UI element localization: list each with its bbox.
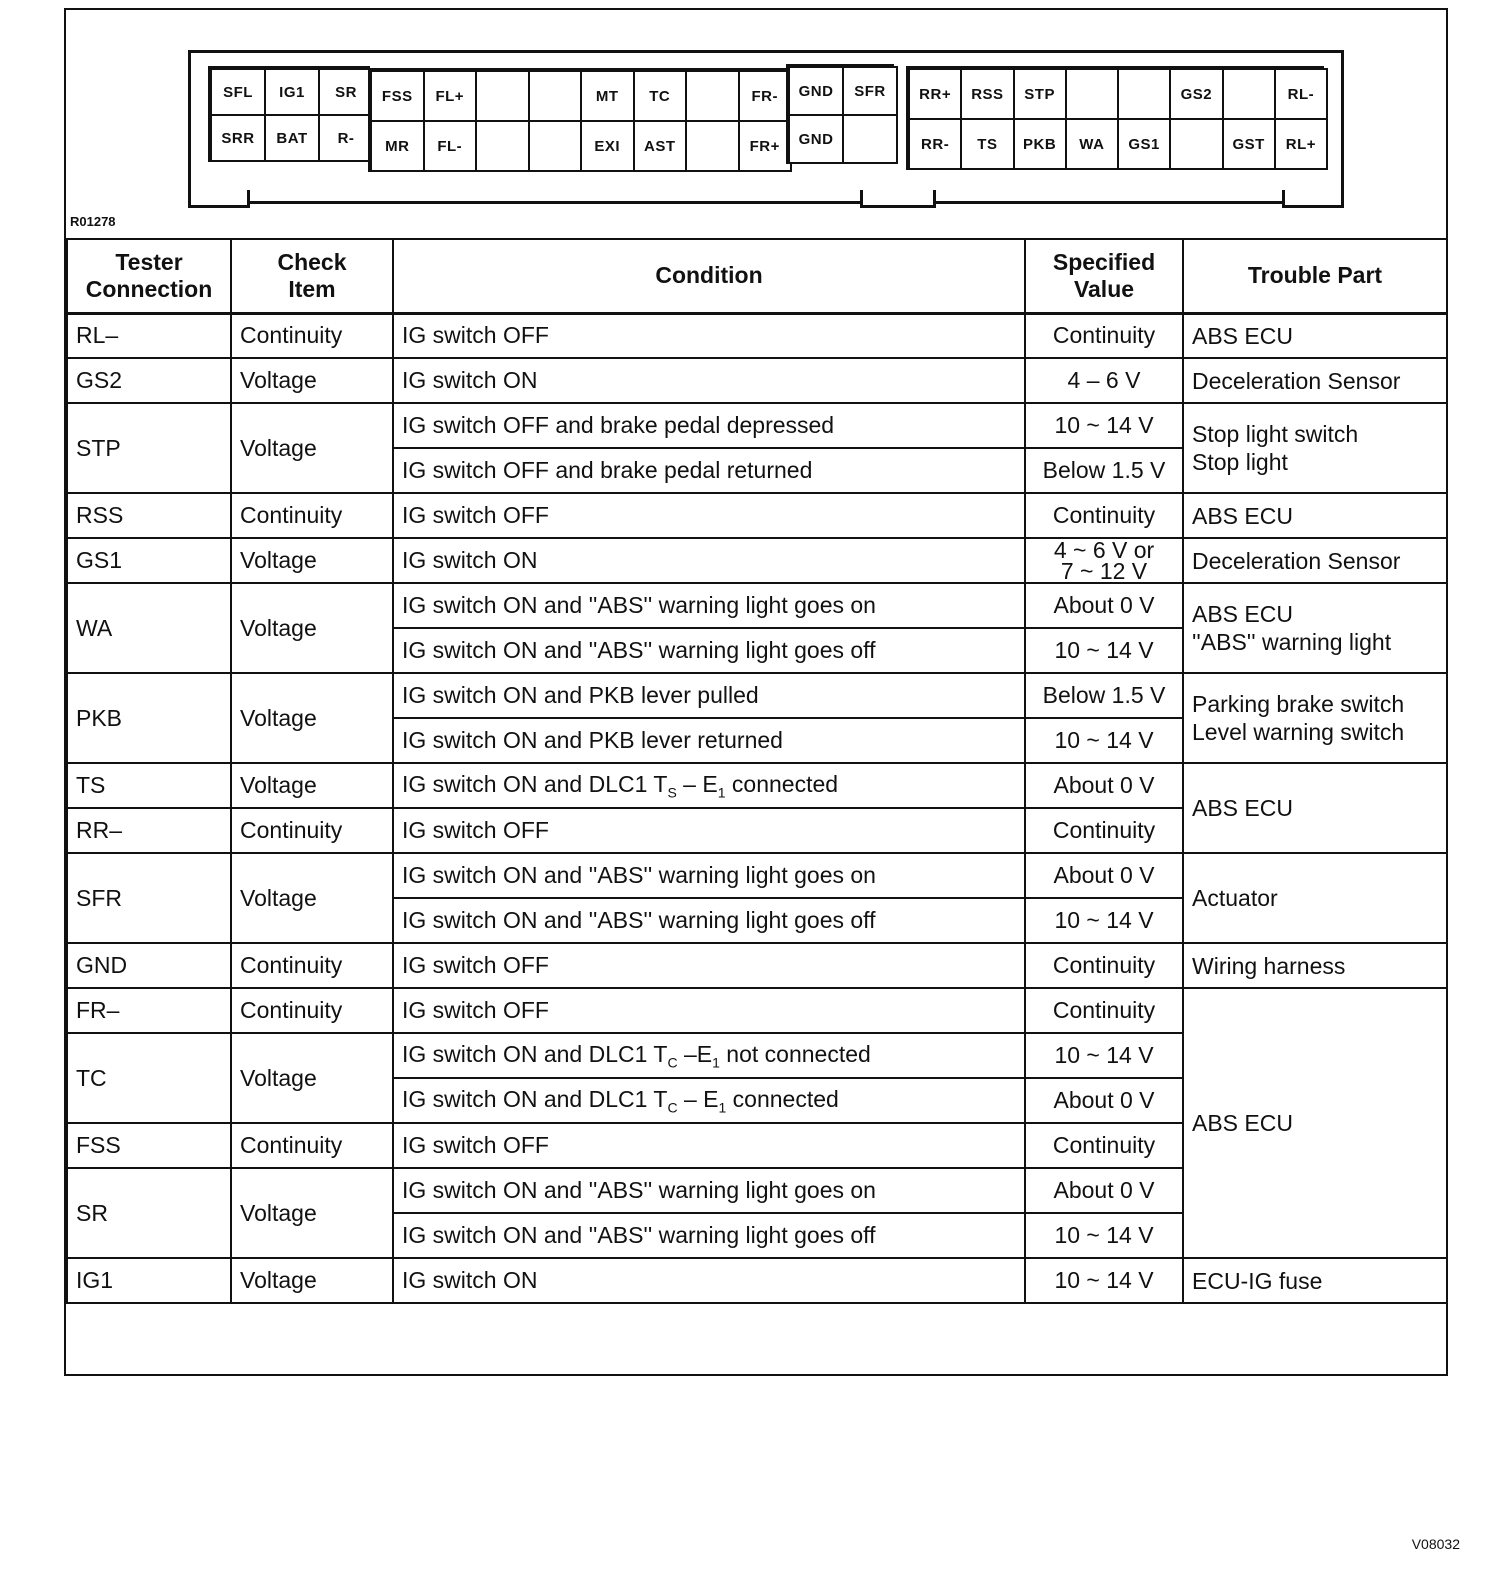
pin: FR- bbox=[738, 70, 793, 122]
pin: WA bbox=[1065, 118, 1119, 170]
check-item-cell: Voltage bbox=[231, 538, 393, 583]
value-cell: Continuity bbox=[1025, 808, 1183, 853]
value-cell: Continuity bbox=[1025, 943, 1183, 988]
pin: STP bbox=[1013, 68, 1067, 120]
check-item-cell: Voltage bbox=[231, 403, 393, 493]
pin: PKB bbox=[1013, 118, 1067, 170]
check-item-cell: Voltage bbox=[231, 853, 393, 943]
value-cell: Below 1.5 V bbox=[1025, 673, 1183, 718]
trouble-cell: ABS ECU ''ABS'' warning light bbox=[1183, 583, 1447, 673]
value-cell: 4 ~ 6 V or 7 ~ 12 V bbox=[1025, 538, 1183, 583]
pin: TC bbox=[633, 70, 688, 122]
value-cell: About 0 V bbox=[1025, 853, 1183, 898]
pin bbox=[842, 114, 898, 164]
value-cell: Continuity bbox=[1025, 988, 1183, 1033]
table-row bbox=[67, 1258, 1447, 1303]
pin bbox=[528, 70, 583, 122]
pin bbox=[1117, 68, 1171, 120]
terminal-cell: FR– bbox=[67, 988, 231, 1033]
pin: FL- bbox=[423, 120, 478, 172]
inspection-table bbox=[66, 238, 1448, 1304]
check-item-cell: Voltage bbox=[231, 358, 393, 403]
value-cell: Continuity bbox=[1025, 1123, 1183, 1168]
pin: BAT bbox=[264, 114, 320, 162]
condition-cell: IG switch ON and ''ABS'' warning light goes off bbox=[393, 628, 1025, 673]
pin: GND bbox=[788, 66, 844, 116]
trouble-cell: ABS ECU bbox=[1183, 313, 1447, 358]
pin: RR- bbox=[908, 118, 962, 170]
check-item-cell: Voltage bbox=[231, 763, 393, 808]
trouble-cell: Wiring harness bbox=[1183, 943, 1447, 988]
trouble-cell: Deceleration Sensor bbox=[1183, 358, 1447, 403]
pin bbox=[1222, 68, 1276, 120]
value-cell: 10 ~ 14 V bbox=[1025, 898, 1183, 943]
trouble-cell: ABS ECU bbox=[1183, 988, 1447, 1258]
condition-cell: IG switch OFF bbox=[393, 988, 1025, 1033]
terminal-cell: IG1 bbox=[67, 1258, 231, 1303]
pin: AST bbox=[633, 120, 688, 172]
condition-cell: IG switch OFF bbox=[393, 1123, 1025, 1168]
table-row bbox=[67, 493, 1447, 538]
check-item-cell: Voltage bbox=[231, 1258, 393, 1303]
check-item-cell: Continuity bbox=[231, 943, 393, 988]
pin bbox=[528, 120, 583, 172]
condition-cell: IG switch ON and DLC1 $T_C$ $-E_1$ not connected bbox=[393, 1033, 1025, 1078]
terminal-cell: SFR bbox=[67, 853, 231, 943]
trouble-cell: Parking brake switch Level warning switch bbox=[1183, 673, 1447, 763]
terminal-cell: RSS bbox=[67, 493, 231, 538]
condition-cell: IG switch ON and DLC1 $T_S - E_1$ connected bbox=[393, 763, 1025, 808]
value-cell: Below 1.5 V bbox=[1025, 448, 1183, 493]
check-item-cell: Voltage bbox=[231, 673, 393, 763]
connector-latch-center bbox=[860, 190, 936, 208]
pin-group-3 bbox=[786, 64, 894, 164]
value-cell: 10 ~ 14 V bbox=[1025, 718, 1183, 763]
pin: RSS bbox=[960, 68, 1014, 120]
condition-cell: IG switch ON and DLC1 $T_C - E_1$ connected bbox=[393, 1078, 1025, 1123]
trouble-cell: ABS ECU bbox=[1183, 493, 1447, 538]
check-item-cell: Voltage bbox=[231, 583, 393, 673]
pin: SFR bbox=[842, 66, 898, 116]
value-cell: 10 ~ 14 V bbox=[1025, 1213, 1183, 1258]
condition-cell: IG switch OFF bbox=[393, 943, 1025, 988]
pin bbox=[475, 120, 530, 172]
pin: MR bbox=[370, 120, 425, 172]
terminal-cell: SR bbox=[67, 1168, 231, 1258]
connector-latch-left bbox=[188, 190, 250, 208]
figure-code: R01278 bbox=[70, 214, 116, 229]
terminal-cell: RL– bbox=[67, 313, 231, 358]
pin: FL+ bbox=[423, 70, 478, 122]
terminal-cell: STP bbox=[67, 403, 231, 493]
pin: GND bbox=[788, 114, 844, 164]
pin: TS bbox=[960, 118, 1014, 170]
pin: RL+ bbox=[1274, 118, 1328, 170]
trouble-cell: Deceleration Sensor bbox=[1183, 538, 1447, 583]
terminal-cell: GS2 bbox=[67, 358, 231, 403]
header-tester-connection: Tester Connection bbox=[67, 239, 231, 313]
pin: GS1 bbox=[1117, 118, 1171, 170]
table-row bbox=[67, 313, 1447, 358]
terminal-cell: RR– bbox=[67, 808, 231, 853]
value-cell: Continuity bbox=[1025, 313, 1183, 358]
condition-cell: IG switch ON and ''ABS'' warning light goes off bbox=[393, 1213, 1025, 1258]
condition-cell: IG switch OFF and brake pedal depressed bbox=[393, 403, 1025, 448]
pin-group-4 bbox=[906, 66, 1324, 170]
condition-cell: IG switch ON bbox=[393, 1258, 1025, 1303]
condition-cell: IG switch OFF bbox=[393, 493, 1025, 538]
value-cell: 10 ~ 14 V bbox=[1025, 628, 1183, 673]
header-check-item: Check Item bbox=[231, 239, 393, 313]
pin bbox=[685, 70, 740, 122]
value-cell: About 0 V bbox=[1025, 1168, 1183, 1213]
check-item-cell: Voltage bbox=[231, 1168, 393, 1258]
condition-cell: IG switch ON and PKB lever returned bbox=[393, 718, 1025, 763]
terminal-cell: GND bbox=[67, 943, 231, 988]
pin bbox=[475, 70, 530, 122]
table-row bbox=[67, 403, 1447, 448]
pin: GS2 bbox=[1169, 68, 1223, 120]
value-cell: About 0 V bbox=[1025, 763, 1183, 808]
condition-cell: IG switch ON and ''ABS'' warning light goes on bbox=[393, 853, 1025, 898]
trouble-cell: ECU-IG fuse bbox=[1183, 1258, 1447, 1303]
pin bbox=[1169, 118, 1223, 170]
trouble-cell: Stop light switch Stop light bbox=[1183, 403, 1447, 493]
pin: SFL bbox=[210, 68, 266, 116]
value-cell: About 0 V bbox=[1025, 1078, 1183, 1123]
terminal-cell: FSS bbox=[67, 1123, 231, 1168]
terminal-cell: GS1 bbox=[67, 538, 231, 583]
value-cell: 10 ~ 14 V bbox=[1025, 1033, 1183, 1078]
pin-group-1 bbox=[208, 66, 370, 162]
ecu-connector-diagram bbox=[66, 10, 1446, 238]
header-condition: Condition bbox=[393, 239, 1025, 313]
condition-cell: IG switch OFF bbox=[393, 808, 1025, 853]
condition-cell: IG switch ON and ''ABS'' warning light goes off bbox=[393, 898, 1025, 943]
pin: RR+ bbox=[908, 68, 962, 120]
pin: FR+ bbox=[738, 120, 793, 172]
table-row bbox=[67, 538, 1447, 583]
check-item-cell: Continuity bbox=[231, 1123, 393, 1168]
terminal-cell: TS bbox=[67, 763, 231, 808]
pin: SR bbox=[318, 68, 374, 116]
value-cell: Continuity bbox=[1025, 493, 1183, 538]
header-trouble-part: Trouble Part bbox=[1183, 239, 1447, 313]
trouble-cell: Actuator bbox=[1183, 853, 1447, 943]
value-cell: 10 ~ 14 V bbox=[1025, 403, 1183, 448]
table-row bbox=[67, 988, 1447, 1033]
pin: MT bbox=[580, 70, 635, 122]
trouble-cell: ABS ECU bbox=[1183, 763, 1447, 853]
pin: RL- bbox=[1274, 68, 1328, 120]
check-item-cell: Continuity bbox=[231, 808, 393, 853]
value-cell: 10 ~ 14 V bbox=[1025, 1258, 1183, 1303]
pin: IG1 bbox=[264, 68, 320, 116]
pin bbox=[1065, 68, 1119, 120]
value-cell: 4 – 6 V bbox=[1025, 358, 1183, 403]
pin: FSS bbox=[370, 70, 425, 122]
table-row bbox=[67, 673, 1447, 718]
pin: EXI bbox=[580, 120, 635, 172]
figure-frame bbox=[64, 8, 1448, 1376]
pin: SRR bbox=[210, 114, 266, 162]
check-item-cell: Continuity bbox=[231, 493, 393, 538]
terminal-cell: PKB bbox=[67, 673, 231, 763]
table-row bbox=[67, 583, 1447, 628]
pin: R- bbox=[318, 114, 374, 162]
condition-cell: IG switch ON and PKB lever pulled bbox=[393, 673, 1025, 718]
pin: GST bbox=[1222, 118, 1276, 170]
header-specified-value: Specified Value bbox=[1025, 239, 1183, 313]
condition-cell: IG switch ON and ''ABS'' warning light goes on bbox=[393, 583, 1025, 628]
page-code: V08032 bbox=[1411, 1536, 1460, 1552]
check-item-cell: Continuity bbox=[231, 988, 393, 1033]
pin-group-2 bbox=[368, 68, 788, 172]
condition-cell: IG switch ON and ''ABS'' warning light goes on bbox=[393, 1168, 1025, 1213]
value-cell: About 0 V bbox=[1025, 583, 1183, 628]
condition-cell: IG switch ON bbox=[393, 358, 1025, 403]
connector-latch-right bbox=[1282, 190, 1344, 208]
table-row bbox=[67, 763, 1447, 808]
condition-cell: IG switch OFF and brake pedal returned bbox=[393, 448, 1025, 493]
table-header-row bbox=[67, 239, 1447, 313]
terminal-cell: WA bbox=[67, 583, 231, 673]
table-row bbox=[67, 358, 1447, 403]
condition-cell: IG switch ON bbox=[393, 538, 1025, 583]
terminal-cell: TC bbox=[67, 1033, 231, 1123]
table-row bbox=[67, 943, 1447, 988]
condition-cell: IG switch OFF bbox=[393, 313, 1025, 358]
check-item-cell: Continuity bbox=[231, 313, 393, 358]
table-row bbox=[67, 853, 1447, 898]
check-item-cell: Voltage bbox=[231, 1033, 393, 1123]
pin bbox=[685, 120, 740, 172]
